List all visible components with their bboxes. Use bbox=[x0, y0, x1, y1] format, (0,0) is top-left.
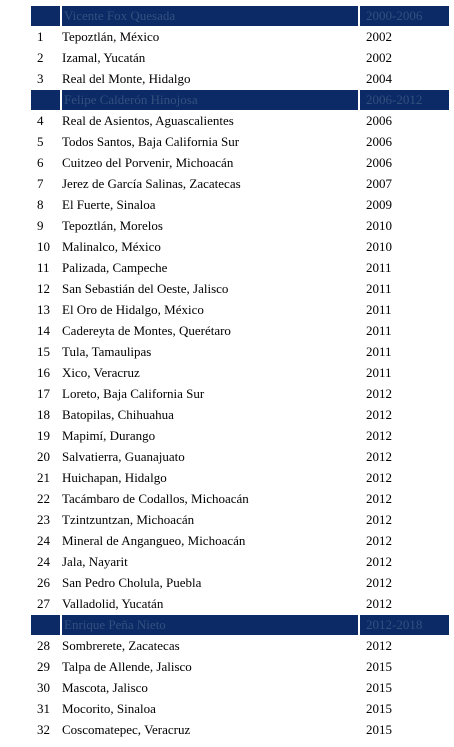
table-row bbox=[31, 404, 449, 425]
designation-year: 2012 bbox=[366, 491, 392, 506]
table-row bbox=[31, 467, 449, 488]
table-row bbox=[31, 530, 449, 551]
table-row bbox=[31, 257, 449, 278]
president-name: Felipe Calderón Hinojosa bbox=[62, 90, 358, 110]
row-number: 12 bbox=[37, 281, 50, 296]
table-row bbox=[31, 215, 449, 236]
designation-year: 2006 bbox=[366, 134, 392, 149]
president-period: 2012-2018 bbox=[360, 615, 449, 635]
town-name: El Fuerte, Sinaloa bbox=[62, 197, 156, 212]
designation-year: 2011 bbox=[366, 323, 392, 338]
table-row bbox=[31, 68, 449, 89]
town-name: Mascota, Jalisco bbox=[62, 680, 148, 695]
header-number-cell bbox=[31, 90, 60, 110]
row-number: 15 bbox=[37, 344, 50, 359]
town-name: Coscomatepec, Veracruz bbox=[62, 722, 191, 737]
town-name: Tepoztlán, México bbox=[62, 29, 160, 44]
designation-year: 2012 bbox=[366, 428, 392, 443]
president-header-row bbox=[31, 614, 449, 635]
row-number: 9 bbox=[37, 218, 44, 233]
town-name: Cadereyta de Montes, Querétaro bbox=[62, 323, 231, 338]
designation-year: 2010 bbox=[366, 218, 392, 233]
designation-year: 2011 bbox=[366, 281, 392, 296]
row-number: 10 bbox=[37, 239, 50, 254]
designation-year: 2002 bbox=[366, 29, 392, 44]
president-period: 2006-2012 bbox=[360, 90, 449, 110]
designation-year: 2007 bbox=[366, 176, 392, 191]
table-row bbox=[31, 488, 449, 509]
table-row bbox=[31, 47, 449, 68]
designation-year: 2006 bbox=[366, 155, 392, 170]
row-number: 11 bbox=[37, 260, 50, 275]
row-number: 6 bbox=[37, 155, 44, 170]
row-number: 20 bbox=[37, 449, 50, 464]
designation-year: 2012 bbox=[366, 512, 392, 527]
town-name: Todos Santos, Baja California Sur bbox=[62, 134, 240, 149]
designation-year: 2012 bbox=[366, 470, 392, 485]
row-number: 7 bbox=[37, 176, 44, 191]
row-number: 17 bbox=[37, 386, 50, 401]
town-name: Loreto, Baja California Sur bbox=[62, 386, 205, 401]
row-number: 14 bbox=[37, 323, 50, 338]
table-row bbox=[31, 719, 449, 740]
table-row bbox=[31, 593, 449, 614]
designation-year: 2011 bbox=[366, 260, 392, 275]
row-number: 8 bbox=[37, 197, 44, 212]
table-row bbox=[31, 152, 449, 173]
designation-year: 2011 bbox=[366, 344, 392, 359]
row-number: 31 bbox=[37, 701, 50, 716]
row-number: 2 bbox=[37, 50, 44, 65]
table-row bbox=[31, 635, 449, 656]
designation-year: 2011 bbox=[366, 365, 392, 380]
town-name: Mineral de Angangueo, Michoacán bbox=[62, 533, 246, 548]
town-name: Salvatierra, Guanajuato bbox=[62, 449, 185, 464]
designation-year: 2012 bbox=[366, 533, 392, 548]
designation-year: 2011 bbox=[366, 302, 392, 317]
designation-year: 2012 bbox=[366, 407, 392, 422]
designation-year: 2010 bbox=[366, 239, 392, 254]
designation-year: 2012 bbox=[366, 575, 392, 590]
town-name: San Pedro Cholula, Puebla bbox=[62, 575, 202, 590]
header-number-cell bbox=[31, 6, 60, 26]
table-row bbox=[31, 173, 449, 194]
row-number: 13 bbox=[37, 302, 50, 317]
row-number: 4 bbox=[37, 113, 44, 128]
designation-year: 2012 bbox=[366, 596, 392, 611]
town-name: Jerez de García Salinas, Zacatecas bbox=[62, 176, 241, 191]
table-row bbox=[31, 194, 449, 215]
town-name: Sombrerete, Zacatecas bbox=[62, 638, 180, 653]
designation-year: 2015 bbox=[366, 722, 392, 737]
designation-year: 2012 bbox=[366, 638, 392, 653]
table-row bbox=[31, 551, 449, 572]
town-name: Huichapan, Hidalgo bbox=[62, 470, 167, 485]
president-header-row bbox=[31, 5, 449, 26]
president-name: Enrique Peña Nieto bbox=[62, 615, 358, 635]
town-name: Real del Monte, Hidalgo bbox=[62, 71, 191, 86]
row-number: 29 bbox=[37, 659, 50, 674]
designation-year: 2015 bbox=[366, 680, 392, 695]
designation-year: 2002 bbox=[366, 50, 392, 65]
president-header-row bbox=[31, 89, 449, 110]
designation-year: 2006 bbox=[366, 113, 392, 128]
row-number: 23 bbox=[37, 512, 50, 527]
town-name: Tepoztlán, Morelos bbox=[62, 218, 163, 233]
designation-year: 2012 bbox=[366, 449, 392, 464]
table-row bbox=[31, 677, 449, 698]
table-row bbox=[31, 362, 449, 383]
town-name: Malinalco, México bbox=[62, 239, 161, 254]
table-row bbox=[31, 425, 449, 446]
town-name: Valladolid, Yucatán bbox=[62, 596, 164, 611]
town-name: El Oro de Hidalgo, México bbox=[62, 302, 204, 317]
town-name: Xico, Veracruz bbox=[62, 365, 140, 380]
table-row bbox=[31, 110, 449, 131]
town-name: Real de Asientos, Aguascalientes bbox=[62, 113, 234, 128]
town-name: Mapimí, Durango bbox=[62, 428, 156, 443]
row-number: 5 bbox=[37, 134, 44, 149]
row-number: 24 bbox=[37, 533, 50, 548]
table-row bbox=[31, 383, 449, 404]
table-row bbox=[31, 698, 449, 719]
president-name: Vicente Fox Quesada bbox=[62, 6, 358, 26]
row-number: 19 bbox=[37, 428, 50, 443]
town-name: Jala, Nayarit bbox=[62, 554, 128, 569]
town-name: Palizada, Campeche bbox=[62, 260, 168, 275]
table-row bbox=[31, 320, 449, 341]
town-name: Batopilas, Chihuahua bbox=[62, 407, 174, 422]
table-row bbox=[31, 341, 449, 362]
designation-year: 2015 bbox=[366, 701, 392, 716]
table-row bbox=[31, 26, 449, 47]
row-number: 32 bbox=[37, 722, 50, 737]
town-name: Cuitzeo del Porvenir, Michoacán bbox=[62, 155, 234, 170]
row-number: 16 bbox=[37, 365, 50, 380]
table-row bbox=[31, 278, 449, 299]
row-number: 18 bbox=[37, 407, 50, 422]
town-name: San Sebastián del Oeste, Jalisco bbox=[62, 281, 229, 296]
header-number-cell bbox=[31, 615, 60, 635]
pueblos-magicos-table bbox=[31, 5, 449, 740]
table-row bbox=[31, 446, 449, 467]
row-number: 28 bbox=[37, 638, 50, 653]
town-name: Tacámbaro de Codallos, Michoacán bbox=[62, 491, 249, 506]
town-name: Izamal, Yucatán bbox=[62, 50, 146, 65]
row-number: 3 bbox=[37, 71, 44, 86]
designation-year: 2015 bbox=[366, 659, 392, 674]
town-name: Tzintzuntzan, Michoacán bbox=[62, 512, 195, 527]
row-number: 27 bbox=[37, 596, 50, 611]
designation-year: 2004 bbox=[366, 71, 392, 86]
table-row bbox=[31, 131, 449, 152]
president-period: 2000-2006 bbox=[360, 6, 449, 26]
row-number: 1 bbox=[37, 29, 44, 44]
town-name: Tula, Tamaulipas bbox=[62, 344, 152, 359]
table-row bbox=[31, 572, 449, 593]
row-number: 21 bbox=[37, 470, 50, 485]
designation-year: 2009 bbox=[366, 197, 392, 212]
row-number: 26 bbox=[37, 575, 50, 590]
table-row bbox=[31, 656, 449, 677]
table-row bbox=[31, 236, 449, 257]
row-number: 24 bbox=[37, 554, 50, 569]
designation-year: 2012 bbox=[366, 554, 392, 569]
town-name: Mocorito, Sinaloa bbox=[62, 701, 156, 716]
table-row bbox=[31, 299, 449, 320]
table-row bbox=[31, 509, 449, 530]
row-number: 22 bbox=[37, 491, 50, 506]
town-name: Talpa de Allende, Jalisco bbox=[62, 659, 192, 674]
designation-year: 2012 bbox=[366, 386, 392, 401]
row-number: 30 bbox=[37, 680, 50, 695]
